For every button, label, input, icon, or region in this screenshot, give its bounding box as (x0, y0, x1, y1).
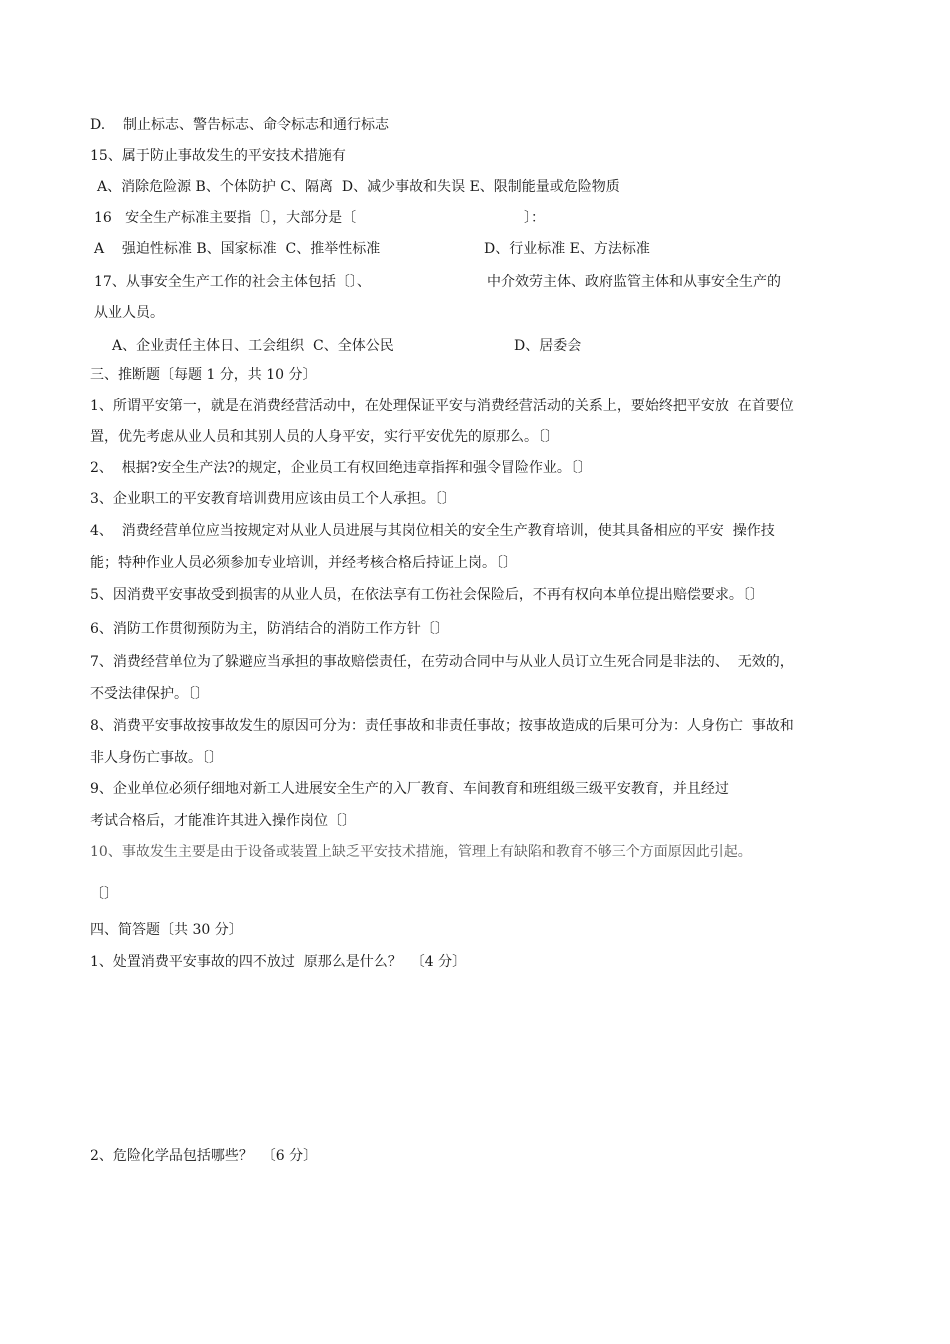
judge-7-line-1: 7、消费经营单位为了躲避应当承担的事故赔偿责任，在劳动合同中与从业人员订立生死合同是非法的、 无效的， (90, 654, 794, 670)
question-17-end: 从业人员。 (94, 305, 164, 321)
option-d-signs: D. 制止标志、警告标志、命令标志和通行标志 (90, 117, 389, 133)
question-16-options-a: A 强迫性标准 B、国家标准 C、推举性标准 (94, 241, 381, 257)
judge-1-line-2: 置，优先考虑从业人员和其别人员的人身平安，实行平安优先的原那么。〔〕 (90, 429, 559, 445)
short-answer-1: 1、处置消费平安事故的四不放过 原那么是什么？ 〔4 分〕 (90, 954, 467, 970)
judge-8-line-2: 非人身伤亡事故。〔〕 (90, 750, 223, 766)
section-3-heading: 三、推断题〔每题 1 分，共 10 分〕 (90, 367, 317, 383)
question-16-options-d: D、行业标准 E、方法标准 (484, 241, 650, 257)
judge-3: 3、企业职工的平安教育培训费用应该由员工个人承担。〔〕 (90, 491, 456, 507)
judge-8-line-1: 8、消费平安事故按事故发生的原因可分为：责任事故和非责任事故；按事故造成的后果可分为：人身伤亡 事故和 (90, 718, 794, 734)
judge-9-line-2: 考试合格后，才能准许其进入操作岗位〔〕 (90, 813, 356, 829)
question-17-options-a: A、企业责任主体日、工会组织 C、全体公民 (112, 338, 394, 354)
judge-4-line-1: 4、 消费经营单位应当按规定对从业人员进展与其岗位相关的安全生产教育培训，使其具备相应的平安 操作技 (90, 523, 775, 539)
short-answer-2: 2、危险化学品包括哪些？ 〔6 分〕 (90, 1148, 318, 1164)
judge-6: 6、消防工作贯彻预防为主，防消结合的消防工作方针〔〕 (90, 621, 449, 637)
question-17: 17、从事安全生产工作的社会主体包括〔〕、 (94, 274, 371, 290)
question-16: 16 安全生产标准主要指〔〕，大部分是〔 (94, 210, 357, 226)
judge-1-line-1: 1、所谓平安第一，就是在消费经营活动中，在处理保证平安与消费经营活动的关系上，要始终把平安放 在首要位 (90, 398, 794, 414)
judge-10-bracket: 〔〕 (90, 886, 118, 902)
judge-4-line-2: 能；特种作业人员必须参加专业培训，并经考核合格后持证上岗。〔〕 (90, 555, 517, 571)
judge-10: 10、事故发生主要是由于设备或装置上缺乏平安技术措施，管理上有缺陷和教育不够三个方面原因此引起。 (90, 844, 752, 860)
section-4-heading: 四、简答题〔共 30 分〕 (90, 922, 243, 938)
question-15-options: A、消除危险源 B、个体防护 C、隔离 D、减少事故和失误 E、限制能量或危险物质 (97, 179, 620, 195)
judge-9-line-1: 9、企业单位必须仔细地对新工人进展安全生产的入厂教育、车间教育和班组级三级平安教育，并且经过 (90, 781, 729, 797)
question-17-options-d: D、居委会 (514, 338, 582, 354)
question-15: 15、属于防止事故发生的平安技术措施有 (90, 148, 346, 164)
judge-7-line-2: 不受法律保护。〔〕 (90, 686, 209, 702)
judge-5: 5、因消费平安事故受到损害的从业人员，在依法享有工伤社会保险后，不再有权向本单位提出赔偿要求。〔〕 (90, 587, 764, 603)
question-16-end: 〕： (524, 210, 545, 226)
question-17-cont: 中介效劳主体、政府监管主体和从事安全生产的 (487, 274, 781, 290)
judge-2: 2、 根据?安全生产法?的规定，企业员工有权回绝违章指挥和强令冒险作业。〔〕 (90, 460, 592, 476)
